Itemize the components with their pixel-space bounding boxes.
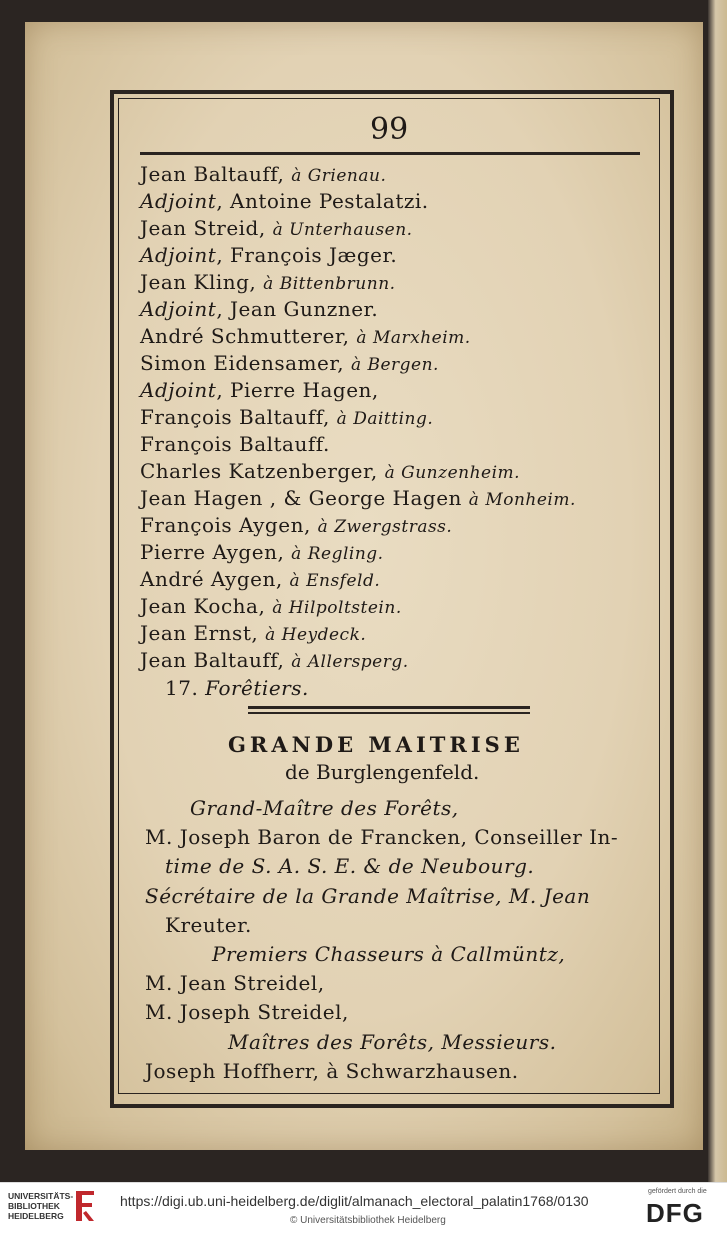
forester-name: Charles Katzenberger, bbox=[140, 459, 385, 483]
officer-line: Premiers Chasseurs à Callmüntz, bbox=[212, 942, 566, 966]
forester-line bbox=[140, 459, 520, 483]
book-edge bbox=[708, 0, 727, 1182]
forester-place: à Bergen. bbox=[350, 355, 439, 375]
viewer-footer bbox=[0, 1182, 727, 1234]
forester-name: François Aygen, bbox=[140, 513, 318, 537]
forester-place: à Gunzenheim. bbox=[384, 463, 521, 483]
forester-line bbox=[140, 324, 471, 348]
forester-place: , Antoine Pestalatzi. bbox=[216, 189, 429, 213]
forester-line bbox=[140, 648, 409, 672]
forester-name: Adjoint bbox=[140, 378, 217, 402]
officer-line: Sécrétaire de la Grande Maîtrise, M. Jean bbox=[145, 883, 591, 908]
forester-line bbox=[140, 513, 452, 537]
forester-line bbox=[140, 621, 366, 645]
section-subtitle: de Burglengenfeld. bbox=[285, 760, 480, 784]
forester-name: André Schmutterer, bbox=[140, 324, 357, 348]
forester-place: , Pierre Hagen, bbox=[216, 378, 379, 402]
forester-name: Pierre Aygen, bbox=[140, 540, 292, 564]
forester-place: , Jean Gunzner. bbox=[216, 297, 379, 321]
library-logo-icon bbox=[72, 1189, 98, 1223]
forester-place: à Grienau. bbox=[291, 166, 387, 186]
count-line bbox=[165, 676, 309, 700]
forester-place: à Hilpoltstein. bbox=[272, 598, 402, 618]
forester-line bbox=[140, 594, 402, 618]
forester-place: à Marxheim. bbox=[356, 328, 471, 348]
forester-name: François Baltauff, bbox=[140, 405, 337, 429]
officer-line: M. Jean Streidel, bbox=[145, 971, 325, 996]
forester-name: Jean Kling, bbox=[140, 270, 264, 294]
officer-line: M. Joseph Baron de Francken, Conseiller In- bbox=[145, 825, 619, 850]
forester-place: à Monheim. bbox=[468, 490, 576, 510]
dfg-logo: DFG bbox=[646, 1198, 704, 1228]
forester-name: Jean Ernst, bbox=[140, 621, 266, 645]
forester-name: Simon Eidensamer, bbox=[140, 351, 351, 375]
forester-line bbox=[140, 540, 384, 564]
officer-line: M. Joseph Streidel, bbox=[145, 1000, 349, 1025]
forester-line bbox=[140, 189, 429, 213]
forester-line bbox=[140, 432, 330, 456]
forester-line bbox=[140, 351, 439, 375]
forester-line bbox=[140, 243, 397, 267]
forester-line bbox=[140, 270, 396, 294]
forester-place: , François Jæger. bbox=[216, 243, 398, 267]
funded-note: gefördert durch die bbox=[648, 1188, 707, 1195]
forester-place: à Regling. bbox=[291, 544, 384, 564]
page-url-link[interactable]: https://digi.ub.uni-heidelberg.de/diglit/almanach_electoral_palatin1768/0130 bbox=[120, 1193, 589, 1209]
forester-name: Jean Kocha, bbox=[140, 594, 273, 618]
forester-name: Adjoint bbox=[140, 243, 217, 267]
forester-line bbox=[140, 567, 380, 591]
forester-place: à Bittenbrunn. bbox=[263, 274, 396, 294]
forester-place: à Zwergstrass. bbox=[317, 517, 453, 537]
forester-name: Jean Streid, bbox=[140, 216, 273, 240]
forester-name: François Baltauff. bbox=[140, 432, 330, 456]
forester-place: à Daitting. bbox=[336, 409, 434, 429]
library-logo-text: UNIVERSITÄTS- BIBLIOTHEK HEIDELBERG bbox=[8, 1191, 74, 1221]
forester-name: Adjoint bbox=[140, 189, 217, 213]
officer-line: Maîtres des Forêts, Messieurs. bbox=[228, 1029, 557, 1054]
forester-name: Jean Baltauff, bbox=[140, 162, 292, 186]
officer-line: Joseph Hoffherr, à Schwarzhausen. bbox=[145, 1058, 519, 1083]
forester-line bbox=[140, 378, 379, 402]
header-rule bbox=[140, 152, 640, 155]
forester-line bbox=[140, 486, 576, 510]
officer-line: Grand-Maître des Forêts, bbox=[190, 796, 459, 820]
forester-line bbox=[140, 216, 413, 240]
forester-line bbox=[140, 405, 433, 429]
officer-line: time de S. A. S. E. & de Neubourg. bbox=[165, 854, 535, 879]
section-rule-1 bbox=[248, 706, 530, 709]
forester-name: Jean Hagen , & George Hagen bbox=[140, 486, 469, 510]
page-number: 99 bbox=[370, 112, 409, 147]
count-label: Forêtiers. bbox=[205, 676, 309, 700]
forester-name: Adjoint bbox=[140, 297, 217, 321]
count-number: 17. bbox=[165, 676, 199, 700]
section-title: GRANDE MAITRISE bbox=[228, 732, 524, 757]
section-rule-2 bbox=[248, 712, 530, 714]
forester-place: à Heydeck. bbox=[265, 625, 367, 645]
forester-line bbox=[140, 297, 378, 321]
forester-line bbox=[140, 162, 386, 186]
forester-place: à Ensfeld. bbox=[289, 571, 381, 591]
forester-name: André Aygen, bbox=[140, 567, 290, 591]
forester-name: Jean Baltauff, bbox=[140, 648, 292, 672]
officer-line: Kreuter. bbox=[165, 912, 252, 937]
forester-place: à Allersperg. bbox=[291, 652, 409, 672]
forester-place: à Unterhausen. bbox=[272, 220, 413, 240]
copyright-text: © Universitätsbibliothek Heidelberg bbox=[290, 1215, 446, 1226]
